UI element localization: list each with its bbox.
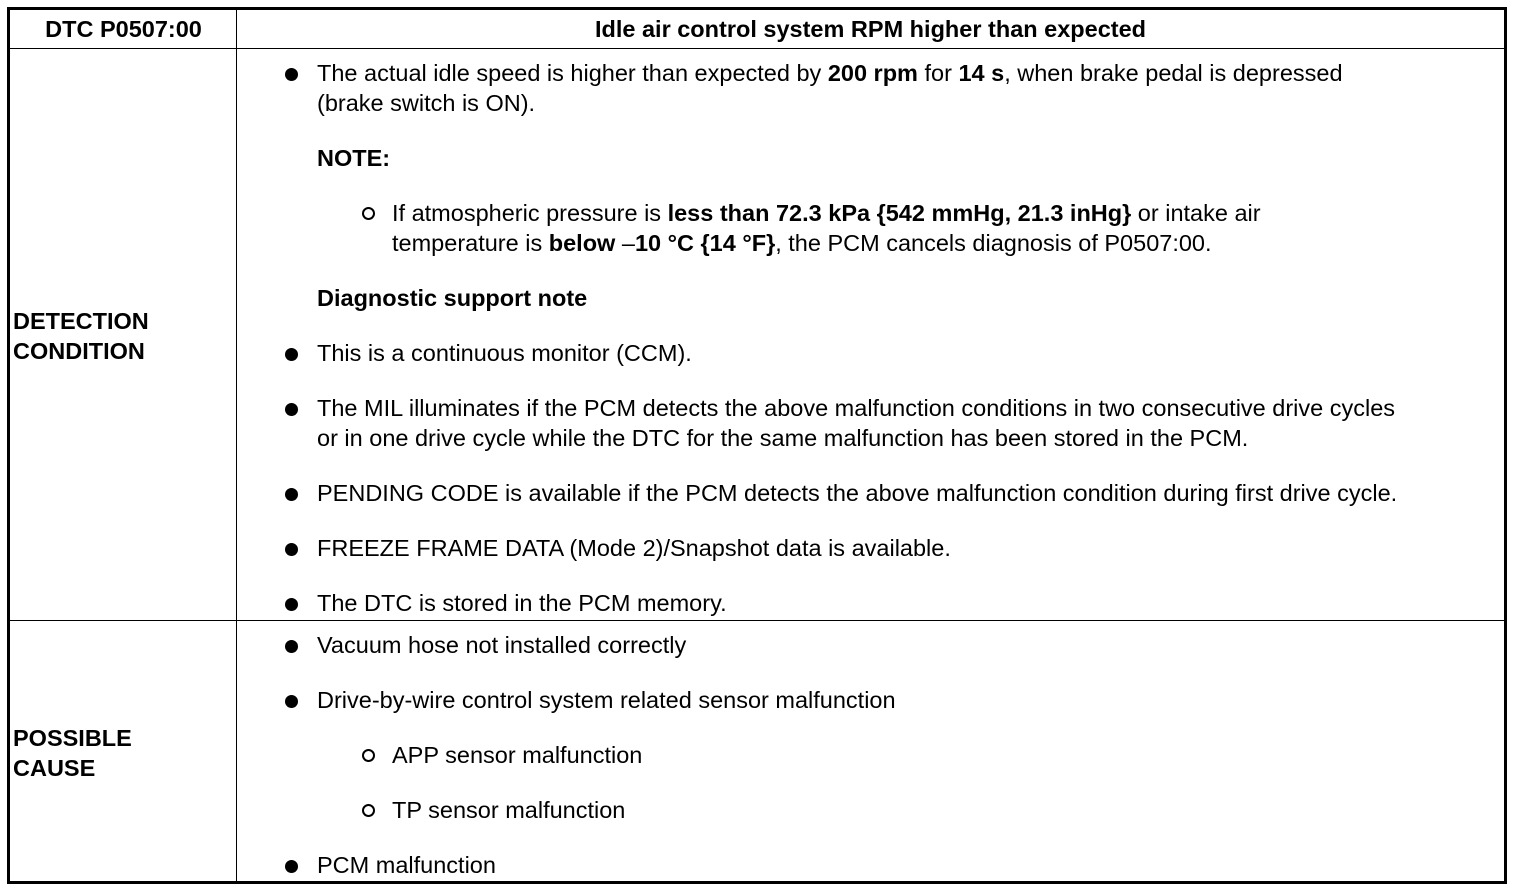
support-item-2-line2: or in one drive cycle while the DTC for the same malfunction has been stored in the PCM. [317, 425, 1249, 451]
dtc-table [7, 7, 1507, 884]
note-item-line1: If atmospheric pressure is less than 72.3 kPa {542 mmHg, 21.3 inHg} or intake air [392, 200, 1261, 226]
bullet-icon [285, 488, 298, 501]
bullet-icon [285, 640, 298, 653]
sub-bullet-icon [362, 804, 375, 817]
column-divider [236, 10, 237, 881]
support-item-4: FREEZE FRAME DATA (Mode 2)/Snapshot data is available. [317, 535, 951, 561]
section-divider [10, 620, 1504, 621]
support-item-3: PENDING CODE is available if the PCM detects the above malfunction condition during first drive cycle. [317, 480, 1398, 506]
note-item-line2: temperature is below –10 °C {14 °F}, the PCM cancels diagnosis of P0507:00. [392, 230, 1212, 256]
cause-label: POSSIBLE CAUSE [13, 725, 132, 781]
support-item-2: The MIL illuminates if the PCM detects the above malfunction conditions in two consecutive drive cycles [317, 395, 1396, 421]
detection-label: DETECTION CONDITION [13, 308, 149, 364]
cause-item-5: PCM malfunction [317, 852, 496, 878]
bullet-icon [285, 598, 298, 611]
cause-item-3: APP sensor malfunction [392, 742, 643, 768]
cause-item-4: TP sensor malfunction [392, 797, 626, 823]
sub-bullet-icon [362, 207, 375, 220]
cause-item-1: Vacuum hose not installed correctly [317, 632, 687, 658]
detection-item-1: The actual idle speed is higher than expected by 200 rpm for 14 s, when brake pedal is depressed [317, 60, 1343, 86]
support-heading: Diagnostic support note [317, 285, 588, 311]
bullet-icon [285, 543, 298, 556]
bullet-icon [285, 68, 298, 81]
dtc-code: DTC P0507:00 [45, 16, 202, 42]
header-divider [10, 48, 1504, 49]
note-heading: NOTE: [317, 145, 391, 171]
cause-item-2: Drive-by-wire control system related sensor malfunction [317, 687, 896, 713]
bullet-icon [285, 695, 298, 708]
bullet-icon [285, 348, 298, 361]
support-item-1: This is a continuous monitor (CCM). [317, 340, 692, 366]
bullet-icon [285, 403, 298, 416]
detection-item-1-line2: (brake switch is ON). [317, 90, 536, 116]
dtc-title: Idle air control system RPM higher than expected [594, 16, 1147, 42]
sub-bullet-icon [362, 749, 375, 762]
bullet-icon [285, 860, 298, 873]
support-item-5: The DTC is stored in the PCM memory. [317, 590, 727, 616]
